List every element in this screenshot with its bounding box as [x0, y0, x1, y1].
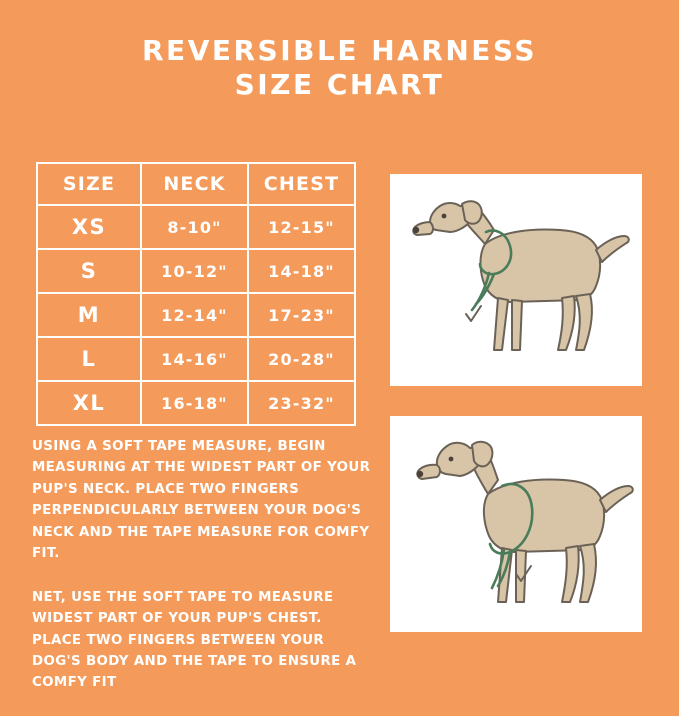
content-area [0, 150, 679, 691]
title-line-2: SIZE CHART [234, 68, 445, 102]
column-header-size: SIZE [37, 163, 141, 205]
cell-neck-l: 14-16" [141, 337, 248, 381]
cell-chest-xs: 12-15" [248, 205, 355, 249]
cell-neck-xs: 8-10" [141, 205, 248, 249]
column-header-neck: NECK [141, 163, 248, 205]
dog-neck-icon [390, 174, 642, 386]
dog-nose [417, 471, 423, 477]
cell-chest-s: 14-18" [248, 249, 355, 293]
table-row [37, 293, 355, 337]
cell-chest-m: 17-23" [248, 293, 355, 337]
dog-eye [442, 214, 447, 219]
dog-nose [413, 227, 419, 233]
dog-chest-icon [390, 416, 642, 632]
cell-size-xl: XL [37, 381, 141, 425]
note-neck: USING A SOFT TAPE MEASURE, BEGIN MEASURING AT THE WIDEST PART OF YOUR PUP'S NECK. PLACE TWO FINGERS PERPENDICULARLY BETWEEN YOUR DOG'S NECK AND THE TAPE MEASURE FOR COMFY FIT. [32, 439, 371, 562]
cell-size-xs: XS [37, 205, 141, 249]
cell-neck-s: 10-12" [141, 249, 248, 293]
size-table [36, 162, 356, 426]
table-row [37, 381, 355, 425]
table-row [37, 249, 355, 293]
cell-neck-m: 12-14" [141, 293, 248, 337]
size-table-container [36, 162, 354, 426]
cell-neck-xl: 16-18" [141, 381, 248, 425]
title-line-1: REVERSIBLE HARNESS [142, 34, 537, 67]
table-row [37, 205, 355, 249]
dog-eye [449, 457, 454, 462]
cell-size-m: M [37, 293, 141, 337]
page-title [0, 0, 679, 102]
cell-chest-xl: 23-32" [248, 381, 355, 425]
dog-chest-measurement-illustration [390, 416, 642, 632]
measurement-notes [32, 436, 372, 716]
note-chest: NET, USE THE SOFT TAPE TO MEASURE WIDEST PART OF YOUR PUP'S CHEST. PLACE TWO FINGERS BETWEEN YOUR DOG'S BODY AND THE TAPE TO ENSURE A COMFY FIT [32, 589, 357, 691]
column-header-chest: CHEST [248, 163, 355, 205]
table-row [37, 337, 355, 381]
dog-neck-measurement-illustration [390, 174, 642, 386]
cell-chest-l: 20-28" [248, 337, 355, 381]
cell-size-l: L [37, 337, 141, 381]
table-header-row [37, 163, 355, 205]
cell-size-s: S [37, 249, 141, 293]
